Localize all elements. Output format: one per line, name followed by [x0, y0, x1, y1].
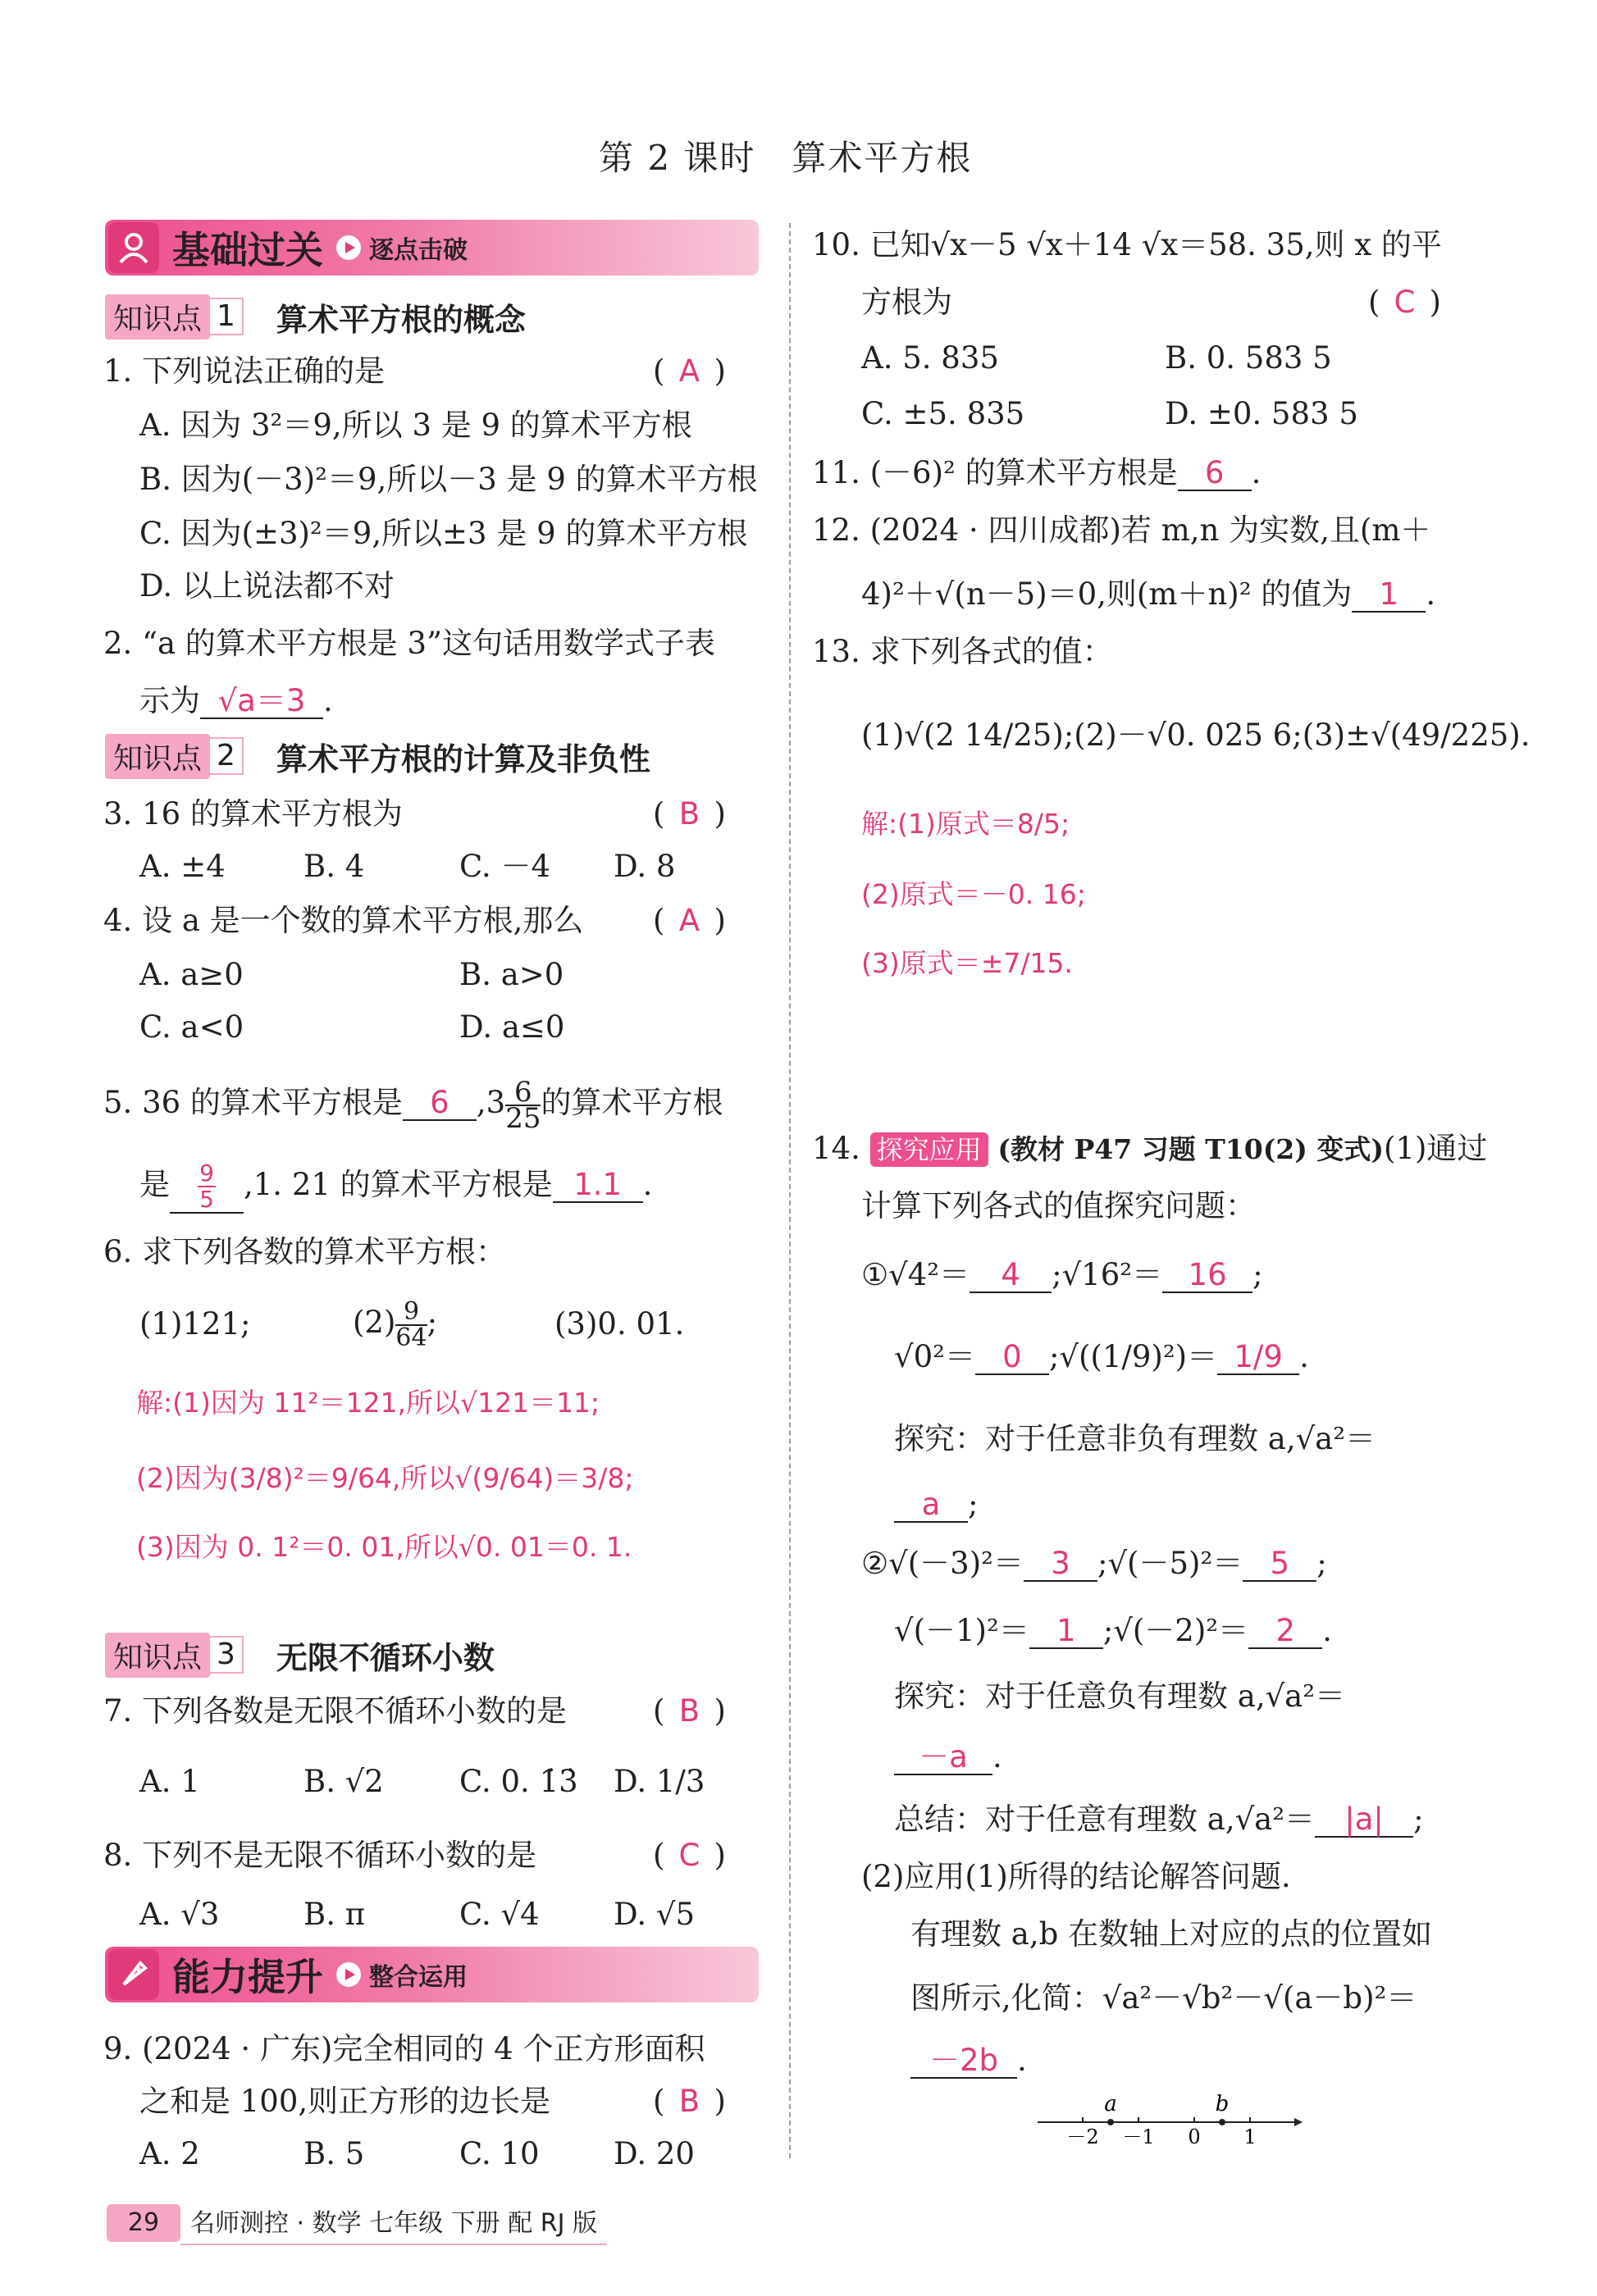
q14-explore1-answer: a ; — [894, 1484, 978, 1525]
q3-option-b: B. 4 — [303, 849, 365, 884]
q14-explore1: 探究：对于任意非负有理数 a,√a²＝ — [894, 1421, 1376, 1456]
q4-answer: ( A ) — [653, 903, 726, 938]
q12-line1: 12. (2024 · 四川成都)若 m,n 为实数,且(m＋ — [812, 512, 1431, 548]
q10-option-c: C. ±5. 835 — [861, 396, 1025, 431]
section-name: 基础过关 — [172, 228, 323, 272]
rocket-icon — [108, 1949, 159, 2000]
section-basic — [105, 220, 759, 276]
q7-option-a: A. 1 — [139, 1764, 200, 1799]
kp-tag: 知识点 — [105, 294, 210, 339]
q3-option-a: A. ±4 — [139, 849, 226, 884]
kp-title: 算术平方根的计算及非负性 — [276, 740, 650, 777]
q1-option-d: D. 以上说法都不对 — [139, 568, 395, 604]
q14-part2: (2)应用(1)所得的结论解答问题. — [861, 1859, 1291, 1894]
q13-solution-1: 解:(1)原式＝8/5; — [861, 808, 1070, 840]
q9-line2: 之和是 100,则正方形的边长是 — [139, 2084, 551, 2119]
number-line-point-label: a — [1104, 2092, 1117, 2116]
q10-option-b: B. 0. 583 5 — [1165, 340, 1332, 376]
knowledge-point-3 — [105, 1633, 495, 1676]
q13-stem: 13. 求下列各式的值： — [812, 634, 1113, 669]
q3-stem: 3. 16 的算术平方根为 — [103, 796, 403, 831]
q14-p2-line1: 有理数 a,b 在数轴上对应的点的位置如 — [910, 1916, 1433, 1952]
q10-option-a: A. 5. 835 — [861, 340, 999, 376]
footer-line — [180, 2244, 607, 2245]
q6-stem: 6. 求下列各数的算术平方根： — [103, 1234, 507, 1269]
q14-header: 14. 探究应用 (教材 P47 习题 T10(2) 变式)(1)通过 — [812, 1131, 1488, 1166]
q13-solution-2: (2)原式＝－0. 16; — [861, 878, 1086, 910]
page-title: 第 2 课时 算术平方根 — [599, 138, 973, 178]
q6-item1: (1)121; — [139, 1306, 251, 1342]
q1-stem: 1. 下列说法正确的是 — [103, 353, 386, 389]
q8-option-b: B. π — [303, 1897, 366, 1932]
kp-num: 3 — [210, 1636, 244, 1674]
q10-answer: ( C ) — [1368, 285, 1441, 320]
kp-title: 无限不循环小数 — [276, 1639, 495, 1676]
q4-option-c: C. a<0 — [139, 1009, 244, 1045]
q5-line2: 是 $\frac{9}{5}$ ,1. 21 的算术平方根是 1.1 . — [139, 1159, 653, 1213]
kp-tag: 知识点 — [105, 1633, 210, 1678]
knowledge-point-2 — [105, 735, 650, 777]
q7-option-c: C. 0. 1̇3̇ — [459, 1764, 578, 1799]
q3-option-c: C. －4 — [459, 849, 551, 884]
number-line-point-b — [1219, 2119, 1225, 2125]
q4-option-b: B. a>0 — [459, 957, 564, 992]
q8-option-a: A. √3 — [139, 1897, 220, 1932]
q1-option-c: C. 因为(±3)²＝9,所以±3 是 9 的算术平方根 — [139, 516, 748, 551]
q6-solution-3: (3)因为 0. 1²＝0. 01,所以√0. 01＝0. 1. — [136, 1531, 632, 1563]
number-line-tick-label: 0 — [1188, 2125, 1201, 2148]
number-line-tick-label: －1 — [1122, 2125, 1155, 2148]
q10-line2: 方根为 — [861, 285, 952, 320]
q14-p2-line2: 图所示,化简：√a²－√b²－√(a－b)²＝ — [910, 1980, 1417, 2016]
person-icon — [108, 222, 159, 273]
q1-answer: ( A ) — [653, 353, 726, 389]
q1-option-a: A. 因为 3²＝9,所以 3 是 9 的算术平方根 — [139, 408, 692, 443]
knowledge-point-1 — [105, 295, 526, 338]
number-line — [1033, 2091, 1304, 2148]
q7-option-b: B. √2 — [303, 1764, 384, 1799]
q10-option-d: D. ±0. 583 5 — [1165, 396, 1358, 431]
q8-answer: ( C ) — [653, 1838, 726, 1873]
q4-option-d: D. a≤0 — [459, 1009, 565, 1045]
q11: 11. (－6)² 的算术平方根是 6 . — [812, 455, 1262, 490]
play-icon — [336, 235, 361, 260]
q7-stem: 7. 下列各数是无限不循环小数的是 — [103, 1693, 568, 1729]
q1-option-b: B. 因为(－3)²＝9,所以－3 是 9 的算术平方根 — [139, 462, 758, 497]
section-sub: 整合运用 — [369, 1963, 468, 1992]
q9-answer: ( B ) — [653, 2084, 726, 2119]
q9-option-a: A. 2 — [139, 2136, 200, 2171]
q12-line2: 4)²＋√(n－5)＝0,则(m＋n)² 的值为 1 . — [861, 576, 1436, 612]
q14-summary: 总结：对于任意有理数 a,√a²＝ |a| ; — [894, 1802, 1424, 1837]
q9-option-b: B. 5 — [303, 2136, 365, 2171]
page-number: 29 — [107, 2204, 180, 2242]
kp-title: 算术平方根的概念 — [276, 301, 526, 338]
q2-line1: 2. “a 的算术平方根是 3”这句话用数学式子表 — [103, 626, 716, 661]
q14-row3: ②√(－3)²＝ 3 ;√(－5)²＝ 5 ; — [861, 1546, 1327, 1581]
q7-option-d: D. 1/3 — [614, 1764, 705, 1799]
q3-option-d: D. 8 — [614, 849, 676, 884]
q5-line1: 5. 36 的算术平方根是 6 ,3 $\frac{6}{25}$ 的算术平方根 — [103, 1075, 723, 1135]
q9-option-d: D. 20 — [614, 2136, 695, 2171]
q13-expr: (1)√(2 14/25);(2)－√0. 025 6;(3)±√(49/225). — [861, 718, 1531, 753]
number-line-tick-label: 1 — [1243, 2125, 1257, 2148]
q13-solution-3: (3)原式＝±7/15. — [861, 947, 1073, 979]
q4-option-a: A. a≥0 — [139, 957, 244, 992]
number-line-point-label: b — [1215, 2092, 1230, 2116]
kp-tag: 知识点 — [105, 734, 210, 779]
q14-row1: ①√4²＝ 4 ;√16²＝ 16 ; — [861, 1257, 1263, 1292]
q3-answer: ( B ) — [653, 796, 726, 831]
q9-option-c: C. 10 — [459, 2136, 540, 2171]
number-line-point-a — [1107, 2119, 1114, 2125]
q14-row4: √(－1)²＝ 1 ;√(－2)²＝ 2 . — [894, 1613, 1332, 1648]
section-name: 能力提升 — [172, 1955, 323, 1999]
q9-line1: 9. (2024 · 广东)完全相同的 4 个正方形面积 — [103, 2031, 705, 2066]
q6-item2: (2) $\frac{9}{64}$ ; — [353, 1296, 438, 1352]
q8-option-d: D. √5 — [614, 1897, 695, 1932]
section-ability — [105, 1947, 759, 2002]
column-divider — [789, 223, 791, 2158]
q14-tag: 探究应用 — [870, 1132, 988, 1167]
q14-row2: √0²＝ 0 ;√((1/9)²)＝ 1/9 . — [894, 1339, 1309, 1374]
q2-blank: √a＝3 — [200, 685, 323, 719]
number-line-tick-label: －2 — [1066, 2125, 1099, 2148]
q2-line2: 示为 √a＝3 . — [139, 683, 333, 718]
footer-text: 名师测控 · 数学 七年级 下册 配 RJ 版 — [190, 2209, 597, 2238]
play-icon — [336, 1962, 361, 1987]
q4-stem: 4. 设 a 是一个数的算术平方根,那么 — [103, 903, 584, 938]
kp-num: 1 — [210, 298, 244, 335]
kp-num: 2 — [210, 737, 244, 775]
q10-line1: 10. 已知√x－5 √x＋14 √x＝58. 35,则 x 的平 — [812, 227, 1442, 262]
q14-explore2-answer: －a . — [894, 1737, 1002, 1778]
q14-p2-answer: －2b . — [910, 2040, 1027, 2081]
section-sub: 逐点击破 — [369, 236, 468, 265]
q8-stem: 8. 下列不是无限不循环小数的是 — [103, 1838, 537, 1873]
q6-solution-2: (2)因为(3/8)²＝9/64,所以√(9/64)＝3/8; — [136, 1462, 634, 1494]
q6-solution-1: 解:(1)因为 11²＝121,所以√121＝11; — [136, 1387, 600, 1419]
q14-explore2: 探究：对于任意负有理数 a,√a²＝ — [894, 1679, 1346, 1714]
q6-item3: (3)0. 01. — [554, 1306, 685, 1342]
q8-option-c: C. √4 — [459, 1897, 540, 1932]
q14-intro: 计算下列各式的值探究问题： — [861, 1188, 1256, 1223]
q7-answer: ( B ) — [653, 1693, 726, 1729]
